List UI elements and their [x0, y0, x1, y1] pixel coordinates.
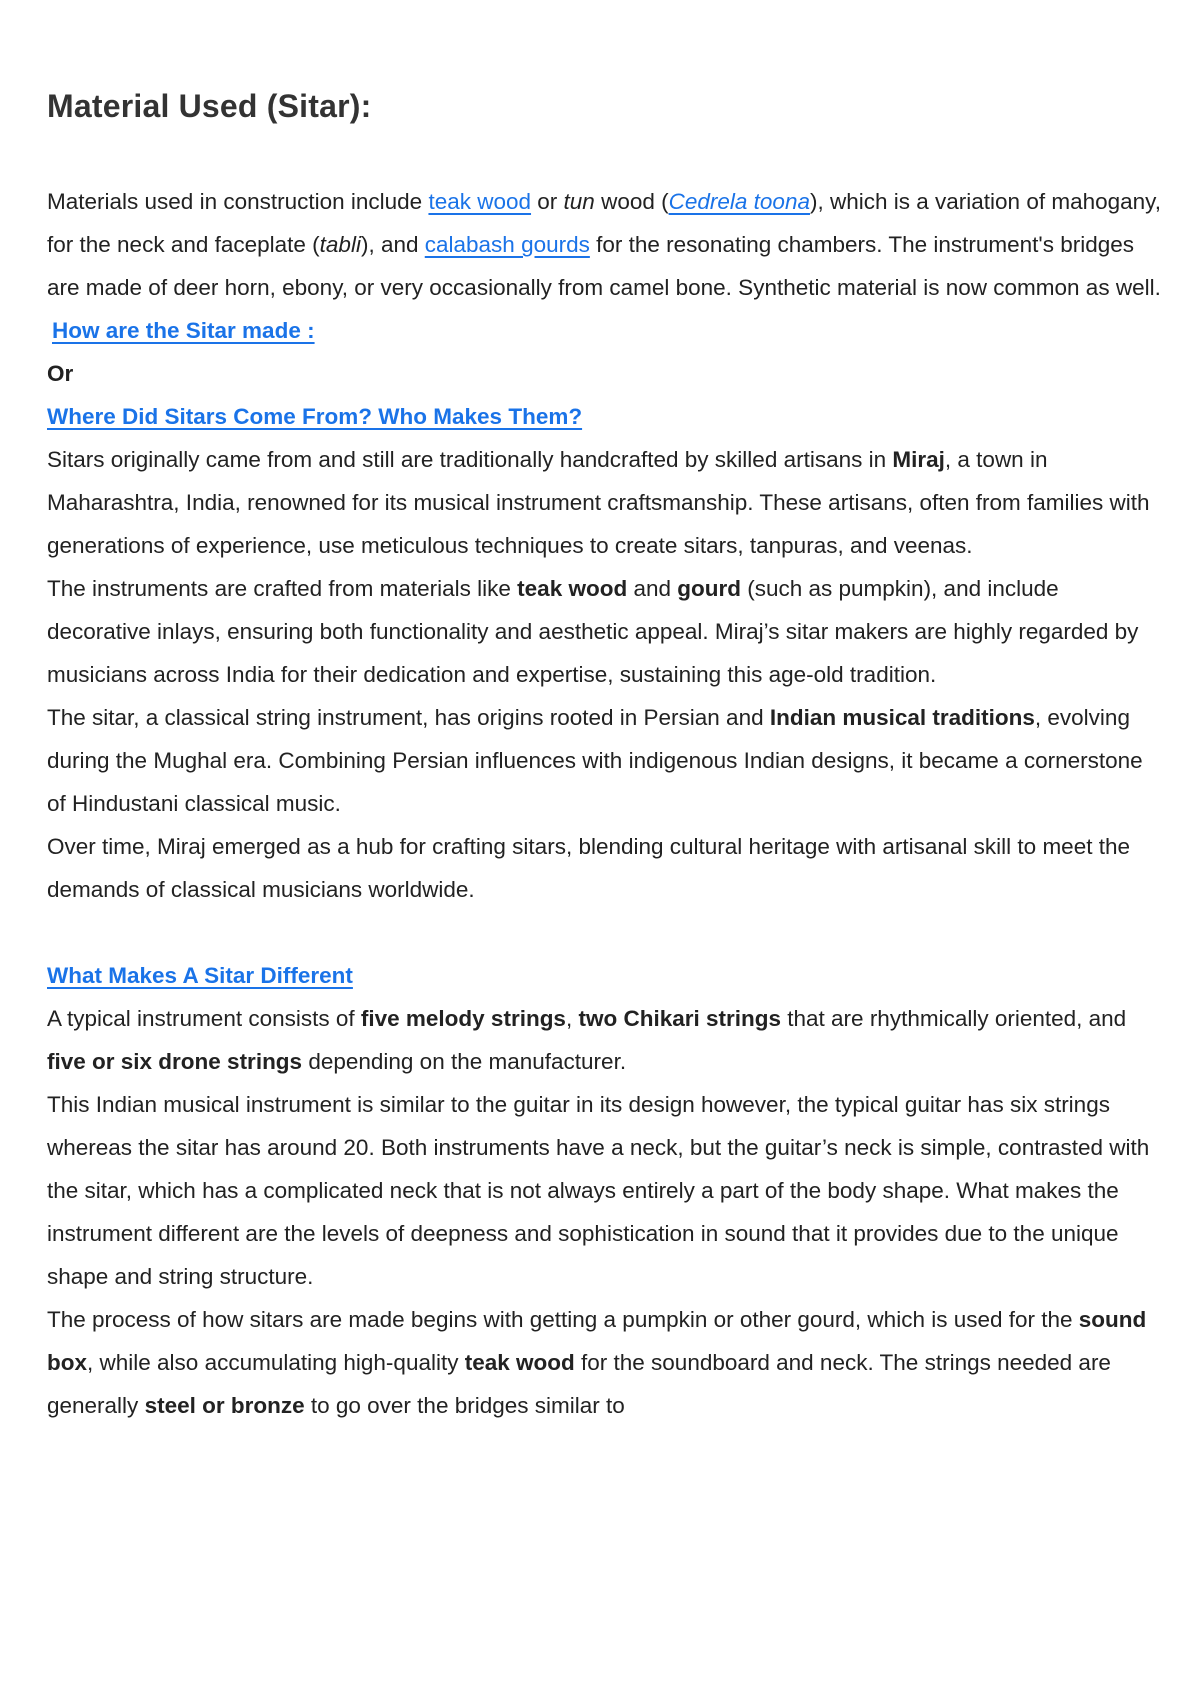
bold-term: sound box: [47, 1307, 1147, 1375]
text-run: (such as pumpkin), and include decorative inlays, ensuring both functionality and aesthetic appeal. Miraj’s sitar makers are highly regarded by musicians across India for their dedication and expertise, sustaining this age-old tradition.: [47, 576, 1139, 687]
text-run: The instruments are crafted from materials like: [47, 576, 518, 601]
text-run: depending on the manufacturer.: [302, 1049, 627, 1074]
text-run: that are rhythmically oriented, and: [781, 1006, 1127, 1031]
italic-term: tabli: [319, 232, 361, 257]
teak-wood-link[interactable]: teak wood: [428, 189, 532, 214]
how-made-line: [47, 309, 1165, 352]
intro-paragraph: [47, 180, 1165, 309]
or-line: [47, 352, 1165, 395]
text-run: to go over the bridges similar to: [304, 1393, 625, 1418]
cedrela-toona-link[interactable]: [669, 189, 810, 214]
bold-term: two Chikari strings: [578, 1006, 782, 1031]
bold-term: five or six drone strings: [47, 1049, 303, 1074]
materials-paragraph: [47, 567, 1165, 696]
text-run: wood (: [594, 189, 669, 214]
bold-term: Indian musical traditions: [769, 705, 1035, 730]
or-text: Or: [47, 361, 74, 386]
origin-paragraph: [47, 438, 1165, 567]
history-paragraph: [47, 696, 1165, 825]
text-run: The sitar, a classical string instrument, has origins rooted in Persian and: [47, 705, 770, 730]
page-title: Material Used (Sitar):: [47, 88, 372, 124]
bold-term: Miraj: [892, 447, 945, 472]
text-run: The process of how sitars are made begins with getting a pumpkin or other gourd, which is used for the: [47, 1307, 1079, 1332]
text-run: , while also accumulating high-quality: [87, 1350, 465, 1375]
where-did-sitars-come-from-link[interactable]: Where Did Sitars Come From? Who Makes Them?: [47, 404, 583, 429]
different-line: [47, 954, 1165, 997]
text-run: for the resonating chambers. The instrument's bridges are made of deer horn, ebony, or very occasionally from camel bone. Synthetic material is now common as well.: [47, 232, 1161, 300]
how-are-sitar-made-link[interactable]: How are the Sitar made :: [52, 318, 315, 343]
text-run: , evolving during the Mughal era. Combining Persian influences with indigenous Indian designs, it became a cornerstone of Hindustani classical music.: [47, 705, 1143, 816]
link-text: Cedrela toona: [668, 189, 810, 214]
text-run: , a town in Maharashtra, India, renowned for its musical instrument craftsmanship. These artisans, often from families with generations of experience, use meticulous techniques to create sitars, tanpuras, and veenas.: [47, 447, 1150, 558]
where-line: [47, 395, 1165, 438]
bold-term: steel or bronze: [144, 1393, 305, 1418]
text-run: ), which is a variation of mahogany, for the neck and faceplate (: [47, 189, 1161, 257]
text-run: and: [627, 576, 678, 601]
what-makes-sitar-different-link[interactable]: What Makes A Sitar Different: [47, 963, 353, 988]
document-body: [47, 180, 1165, 1427]
bold-term: gourd: [677, 576, 741, 601]
hub-paragraph: Over time, Miraj emerged as a hub for crafting sitars, blending cultural heritage with artisanal skill to meet the demands of classical musicians worldwide.: [47, 834, 1130, 902]
text-run: ,: [565, 1006, 579, 1031]
bold-term: teak wood: [517, 576, 628, 601]
calabash-gourds-link[interactable]: calabash gourds: [424, 232, 590, 257]
paragraph-spacer: [47, 911, 1165, 954]
process-paragraph: [47, 1298, 1165, 1427]
bold-term: teak wood: [464, 1350, 575, 1375]
text-run: Materials used in construction include: [47, 189, 429, 214]
text-run: Sitars originally came from and still are traditionally handcrafted by skilled artisans in: [47, 447, 893, 472]
text-run: ), and: [360, 232, 425, 257]
text-run: or: [531, 189, 564, 214]
text-run: for the soundboard and neck. The strings needed are generally: [47, 1350, 1111, 1418]
italic-term: tun: [563, 189, 595, 214]
guitar-paragraph: This Indian musical instrument is similar to the guitar in its design however, the typical guitar has six strings whereas the sitar has around 20. Both instruments have a neck, but the guitar’s neck is simple, contrasted with the sitar, which has a complicated neck that is not always entirely a part of the body shape. What makes the instrument different are the levels of deepness and sophistication in sound that it provides due to the unique shape and string structure.: [47, 1092, 1150, 1289]
strings-paragraph: [47, 997, 1165, 1083]
bold-term: five melody strings: [360, 1006, 566, 1031]
text-run: A typical instrument consists of: [47, 1006, 361, 1031]
